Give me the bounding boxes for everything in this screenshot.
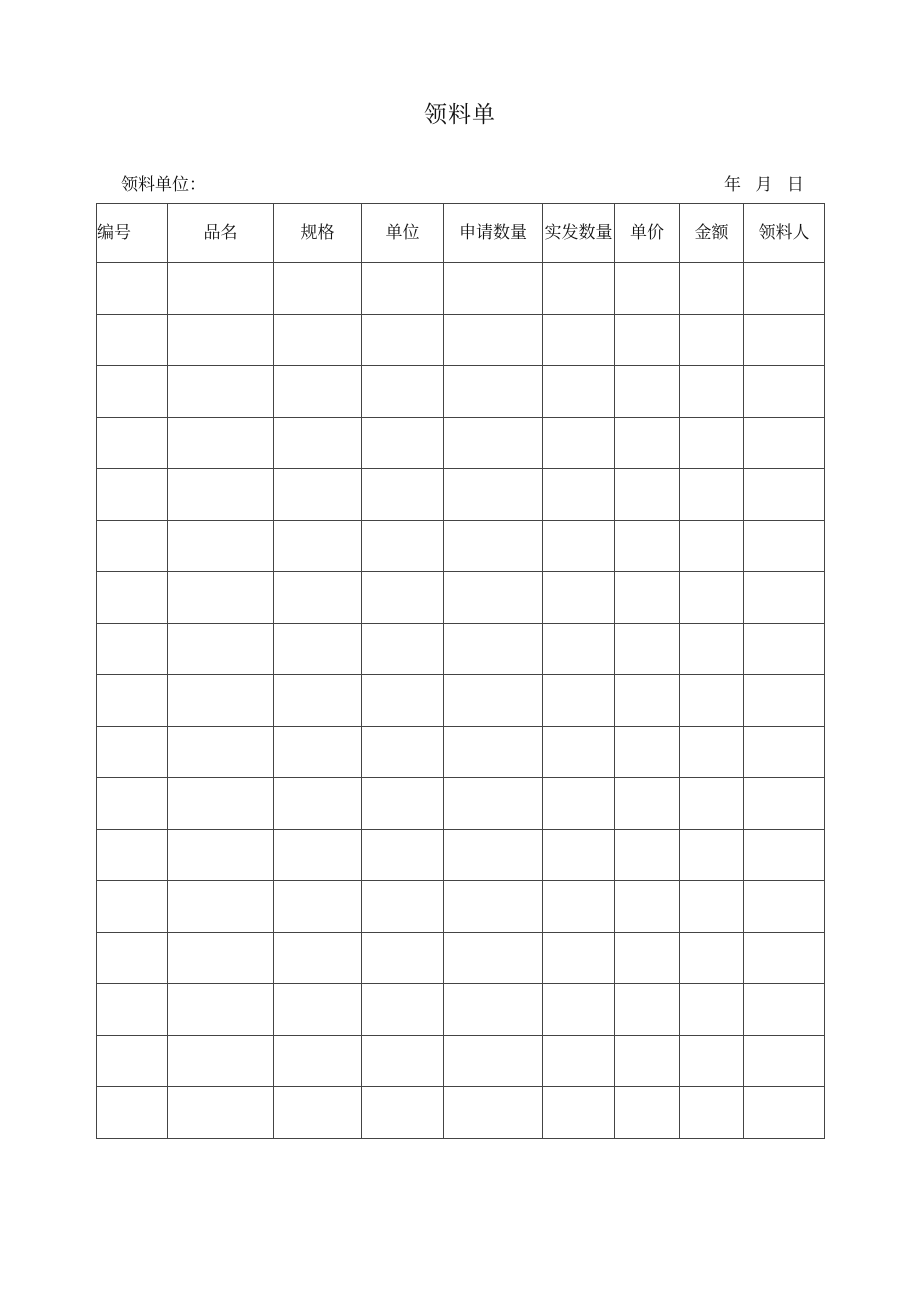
cell-amount[interactable] xyxy=(680,623,744,675)
cell-amount[interactable] xyxy=(680,1087,744,1139)
cell-recipient[interactable] xyxy=(744,778,825,830)
table-row xyxy=(97,263,825,315)
cell-amount[interactable] xyxy=(680,520,744,572)
cell-specification[interactable] xyxy=(274,1087,362,1139)
cell-serial-no[interactable] xyxy=(97,623,168,675)
cell-item-name[interactable] xyxy=(168,263,274,315)
cell-recipient[interactable] xyxy=(744,623,825,675)
cell-issued-qty[interactable] xyxy=(543,623,615,675)
cell-unit-price[interactable] xyxy=(615,675,680,727)
cell-specification[interactable] xyxy=(274,881,362,933)
cell-item-name[interactable] xyxy=(168,623,274,675)
cell-serial-no[interactable] xyxy=(97,881,168,933)
cell-item-name[interactable] xyxy=(168,829,274,881)
table-row xyxy=(97,726,825,778)
cell-issued-qty[interactable] xyxy=(543,932,615,984)
table-row xyxy=(97,623,825,675)
cell-recipient[interactable] xyxy=(744,314,825,366)
cell-amount[interactable] xyxy=(680,778,744,830)
cell-unit[interactable] xyxy=(362,778,444,830)
cell-requested-qty[interactable] xyxy=(444,469,543,521)
date-day-label: 日 xyxy=(786,175,804,195)
table-row xyxy=(97,469,825,521)
cell-issued-qty[interactable] xyxy=(543,675,615,727)
cell-unit-price[interactable] xyxy=(615,623,680,675)
date-line xyxy=(724,172,804,198)
cell-requested-qty[interactable] xyxy=(444,1087,543,1139)
cell-unit-price[interactable] xyxy=(615,572,680,624)
cell-requested-qty[interactable] xyxy=(444,829,543,881)
cell-unit[interactable] xyxy=(362,932,444,984)
cell-unit[interactable] xyxy=(362,366,444,418)
cell-issued-qty[interactable] xyxy=(543,314,615,366)
cell-issued-qty[interactable] xyxy=(543,881,615,933)
cell-amount[interactable] xyxy=(680,881,744,933)
cell-item-name[interactable] xyxy=(168,675,274,727)
cell-requested-qty[interactable] xyxy=(444,623,543,675)
cell-serial-no[interactable] xyxy=(97,984,168,1036)
cell-recipient[interactable] xyxy=(744,726,825,778)
cell-requested-qty[interactable] xyxy=(444,263,543,315)
cell-specification[interactable] xyxy=(274,675,362,727)
cell-item-name[interactable] xyxy=(168,778,274,830)
cell-item-name[interactable] xyxy=(168,366,274,418)
cell-specification[interactable] xyxy=(274,623,362,675)
cell-issued-qty[interactable] xyxy=(543,1087,615,1139)
cell-requested-qty[interactable] xyxy=(444,366,543,418)
cell-serial-no[interactable] xyxy=(97,675,168,727)
cell-amount[interactable] xyxy=(680,572,744,624)
cell-issued-qty[interactable] xyxy=(543,469,615,521)
cell-item-name[interactable] xyxy=(168,881,274,933)
cell-item-name[interactable] xyxy=(168,469,274,521)
cell-amount[interactable] xyxy=(680,984,744,1036)
cell-serial-no[interactable] xyxy=(97,829,168,881)
cell-unit-price[interactable] xyxy=(615,314,680,366)
cell-specification[interactable] xyxy=(274,1035,362,1087)
cell-recipient[interactable] xyxy=(744,417,825,469)
cell-unit[interactable] xyxy=(362,572,444,624)
cell-unit[interactable] xyxy=(362,263,444,315)
cell-specification[interactable] xyxy=(274,314,362,366)
cell-item-name[interactable] xyxy=(168,314,274,366)
table-row xyxy=(97,829,825,881)
cell-issued-qty[interactable] xyxy=(543,417,615,469)
cell-issued-qty[interactable] xyxy=(543,778,615,830)
cell-unit[interactable] xyxy=(362,520,444,572)
cell-recipient[interactable] xyxy=(744,675,825,727)
cell-specification[interactable] xyxy=(274,829,362,881)
cell-issued-qty[interactable] xyxy=(543,984,615,1036)
cell-unit[interactable] xyxy=(362,314,444,366)
cell-serial-no[interactable] xyxy=(97,1087,168,1139)
cell-item-name[interactable] xyxy=(168,572,274,624)
cell-amount[interactable] xyxy=(680,469,744,521)
table-row xyxy=(97,520,825,572)
cell-issued-qty[interactable] xyxy=(543,366,615,418)
cell-requested-qty[interactable] xyxy=(444,520,543,572)
cell-specification[interactable] xyxy=(274,984,362,1036)
column-header-unit-price: 单价 xyxy=(615,204,680,263)
cell-requested-qty[interactable] xyxy=(444,1035,543,1087)
cell-unit-price[interactable] xyxy=(615,932,680,984)
cell-recipient[interactable] xyxy=(744,881,825,933)
cell-amount[interactable] xyxy=(680,726,744,778)
cell-unit-price[interactable] xyxy=(615,984,680,1036)
cell-specification[interactable] xyxy=(274,726,362,778)
cell-amount[interactable] xyxy=(680,1035,744,1087)
cell-recipient[interactable] xyxy=(744,1035,825,1087)
cell-serial-no[interactable] xyxy=(97,366,168,418)
column-header-specification: 规格 xyxy=(274,204,362,263)
table-body xyxy=(97,263,825,1139)
table-row xyxy=(97,572,825,624)
cell-specification[interactable] xyxy=(274,572,362,624)
cell-item-name[interactable] xyxy=(168,417,274,469)
cell-unit-price[interactable] xyxy=(615,1087,680,1139)
cell-item-name[interactable] xyxy=(168,1035,274,1087)
cell-unit-price[interactable] xyxy=(615,520,680,572)
cell-item-name[interactable] xyxy=(168,932,274,984)
cell-requested-qty[interactable] xyxy=(444,984,543,1036)
column-header-item-name: 品名 xyxy=(168,204,274,263)
cell-unit-price[interactable] xyxy=(615,726,680,778)
cell-amount[interactable] xyxy=(680,314,744,366)
table-row xyxy=(97,1035,825,1087)
cell-requested-qty[interactable] xyxy=(444,417,543,469)
cell-amount[interactable] xyxy=(680,675,744,727)
cell-unit-price[interactable] xyxy=(615,263,680,315)
cell-unit-price[interactable] xyxy=(615,829,680,881)
cell-recipient[interactable] xyxy=(744,984,825,1036)
cell-unit[interactable] xyxy=(362,417,444,469)
column-header-amount: 金额 xyxy=(680,204,744,263)
column-header-serial-no: 编号 xyxy=(97,204,168,263)
cell-unit-price[interactable] xyxy=(615,1035,680,1087)
cell-requested-qty[interactable] xyxy=(444,675,543,727)
cell-requested-qty[interactable] xyxy=(444,932,543,984)
table-row xyxy=(97,778,825,830)
cell-requested-qty[interactable] xyxy=(444,314,543,366)
cell-unit[interactable] xyxy=(362,675,444,727)
cell-recipient[interactable] xyxy=(744,520,825,572)
cell-recipient[interactable] xyxy=(744,366,825,418)
cell-unit-price[interactable] xyxy=(615,366,680,418)
cell-serial-no[interactable] xyxy=(97,417,168,469)
column-header-unit: 单位 xyxy=(362,204,444,263)
cell-serial-no[interactable] xyxy=(97,314,168,366)
cell-specification[interactable] xyxy=(274,469,362,521)
cell-serial-no[interactable] xyxy=(97,932,168,984)
column-header-recipient: 领料人 xyxy=(744,204,825,263)
cell-unit-price[interactable] xyxy=(615,881,680,933)
table-row xyxy=(97,984,825,1036)
cell-amount[interactable] xyxy=(680,932,744,984)
table-row xyxy=(97,1087,825,1139)
cell-serial-no[interactable] xyxy=(97,726,168,778)
cell-serial-no[interactable] xyxy=(97,520,168,572)
cell-serial-no[interactable] xyxy=(97,572,168,624)
cell-requested-qty[interactable] xyxy=(444,778,543,830)
cell-specification[interactable] xyxy=(274,366,362,418)
cell-recipient[interactable] xyxy=(744,263,825,315)
cell-item-name[interactable] xyxy=(168,726,274,778)
cell-unit[interactable] xyxy=(362,984,444,1036)
document-title: 领料单 xyxy=(424,102,496,128)
cell-amount[interactable] xyxy=(680,366,744,418)
cell-issued-qty[interactable] xyxy=(543,263,615,315)
cell-item-name[interactable] xyxy=(168,984,274,1036)
column-header-requested-qty: 申请数量 xyxy=(444,204,543,263)
cell-requested-qty[interactable] xyxy=(444,726,543,778)
cell-serial-no[interactable] xyxy=(97,469,168,521)
cell-item-name[interactable] xyxy=(168,520,274,572)
cell-serial-no[interactable] xyxy=(97,263,168,315)
cell-recipient[interactable] xyxy=(744,469,825,521)
cell-recipient[interactable] xyxy=(744,1087,825,1139)
cell-serial-no[interactable] xyxy=(97,1035,168,1087)
cell-unit[interactable] xyxy=(362,1035,444,1087)
cell-unit[interactable] xyxy=(362,1087,444,1139)
table-row xyxy=(97,881,825,933)
cell-unit[interactable] xyxy=(362,829,444,881)
cell-recipient[interactable] xyxy=(744,932,825,984)
table-row xyxy=(97,366,825,418)
cell-recipient[interactable] xyxy=(744,829,825,881)
cell-requested-qty[interactable] xyxy=(444,881,543,933)
cell-item-name[interactable] xyxy=(168,1087,274,1139)
cell-requested-qty[interactable] xyxy=(444,572,543,624)
cell-unit[interactable] xyxy=(362,623,444,675)
cell-amount[interactable] xyxy=(680,417,744,469)
cell-unit[interactable] xyxy=(362,469,444,521)
cell-unit[interactable] xyxy=(362,881,444,933)
cell-specification[interactable] xyxy=(274,932,362,984)
cell-unit-price[interactable] xyxy=(615,417,680,469)
column-header-issued-qty: 实发数量 xyxy=(543,204,615,263)
table-row xyxy=(97,932,825,984)
cell-serial-no[interactable] xyxy=(97,778,168,830)
cell-amount[interactable] xyxy=(680,263,744,315)
cell-unit-price[interactable] xyxy=(615,469,680,521)
cell-amount[interactable] xyxy=(680,829,744,881)
cell-unit-price[interactable] xyxy=(615,778,680,830)
table-header-row xyxy=(97,204,825,263)
cell-issued-qty[interactable] xyxy=(543,520,615,572)
cell-unit[interactable] xyxy=(362,726,444,778)
cell-issued-qty[interactable] xyxy=(543,572,615,624)
cell-specification[interactable] xyxy=(274,263,362,315)
requisition-unit-label: 领料单位： xyxy=(121,175,206,195)
cell-specification[interactable] xyxy=(274,520,362,572)
date-month-label: 月 xyxy=(755,175,773,195)
cell-issued-qty[interactable] xyxy=(543,726,615,778)
table-row xyxy=(97,314,825,366)
cell-specification[interactable] xyxy=(274,417,362,469)
cell-specification[interactable] xyxy=(274,778,362,830)
table-row xyxy=(97,675,825,727)
table-row xyxy=(97,417,825,469)
cell-issued-qty[interactable] xyxy=(543,1035,615,1087)
cell-recipient[interactable] xyxy=(744,572,825,624)
date-year-label: 年 xyxy=(724,175,741,195)
cell-issued-qty[interactable] xyxy=(543,829,615,881)
requisition-table xyxy=(96,203,825,1139)
